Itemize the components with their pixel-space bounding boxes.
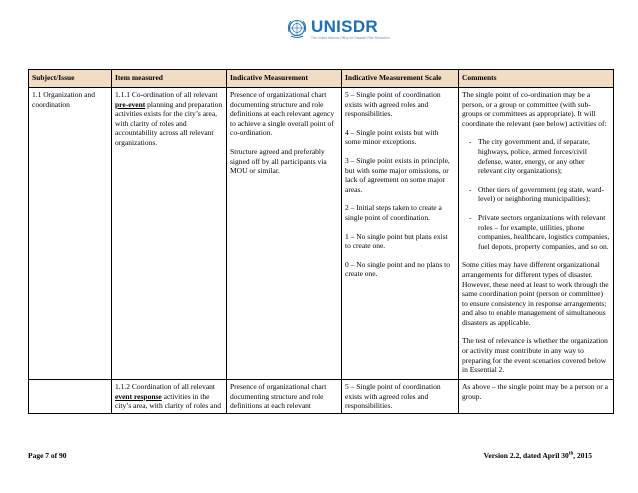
scale-level-5: 5 – Single point of coordination exists with agreed roles and responsibilities. [345,90,441,119]
header-comments: Comments [459,70,614,88]
cell-measurement-scale [342,88,459,380]
scale-level-4: 4 – Single point exists but with some minor exceptions. [345,127,439,147]
cell-subject [29,380,112,414]
header-subject: Subject/Issue [29,70,112,88]
scale-level-0: 0 – No single point and no plans to create one. [345,259,450,279]
scale-level-3: 3 – Single point exists in principle, but with some major omissions, or lack of agreement on some major areas. [345,155,450,194]
header-measurement-scale: Indicative Measurement Scale [342,70,459,88]
unisdr-logo [286,18,390,40]
table-row [29,88,614,380]
emphasis-event-response: event response [115,391,162,401]
list-item: - Private sectors organizations with relevant roles – for example, utilities, phone companies, healthcare, logistics companies, fuel depots, property companies, and so on. [462,213,610,251]
scale-level-2: 2 – Initial steps taken to create a single point of coordination. [345,203,442,222]
essentials-table [28,69,614,414]
header-item-measured: Item measured [112,70,227,88]
cell-comments: As above – the single point may be a person or a group. [459,380,614,414]
header-indicative-measurement: Indicative Measurement [227,70,342,88]
cell-indicative-measurement: Presence of organizational chart documenting structure and role definitions at each relevant [227,380,342,414]
un-emblem-icon [286,18,308,40]
cell-comments: The single point of co-ordination may be a person, or a group or committee (with sub-groups or committees as appropriate). It will coordinate the relevant (see below) activities of: - The city government and, if separate, highways, police, armed forces/civil defense, water, energy, or any other relevant city organizations); - Other tiers of government (eg state, ward-level) or neighboring municipalities); - Private sectors organizations with relevant roles – for example, utilities, phone companies, healthcare, logistics companies, fuel depots, property companies, and so on. Some cities may have different organizational arrangements for different types of disaster. However, these need at least to work through the same coordination point (person or committee) to ensure consistency in response arrangements; and also to enable management of simultaneous disasters as applicable. The test of relevance is whether the organization or activity must contribute in any way to preparing for the event scenarios covered below in Essential 2. [459,88,614,380]
table-header-row [29,70,614,88]
cell-indicative-measurement: Presence of organizational chart documenting structure and role definitions at each relevant agency to achieve a single overall point of co-ordination. Structure agreed and preferably signed off by all participants via MOU or similar. [227,88,342,380]
cell-measurement-scale: 5 – Single point of coordination exists with agreed roles and responsibilities. [342,380,459,414]
cell-item-measured: 1.1.1 Co-ordination of all relevant pre-event planning and preparation activities exists for the city’s area, with clarity of roles and accountability across all relevant organizations. [112,88,227,380]
cell-item-measured: 1.1.2 Coordination of all relevant event response activities in the city’s area, with clarity of roles and [112,380,227,414]
emphasis-pre-event: pre-event [115,99,146,109]
page-number: Page 7 of 90 [28,451,67,460]
comments-list [462,137,610,251]
logo-tagline: The United Nations Office for Disaster Risk Reduction [311,36,390,40]
scale-level-1: 1 – No single point but plans exist to create one. [345,231,448,251]
table-row [29,380,614,414]
logo-wordmark: UNISDR [311,17,378,36]
list-item: - Other tiers of government (eg state, ward-level) or neighboring municipalities); [462,185,610,204]
cell-subject: 1.1 Organization and coordination [29,88,112,380]
list-item: - The city government and, if separate, highways, police, armed forces/civil defense, water, energy, or any other relevant city organizations); [462,137,610,175]
version-label: Version 2.2, dated April 30th, 2015 [483,451,592,460]
